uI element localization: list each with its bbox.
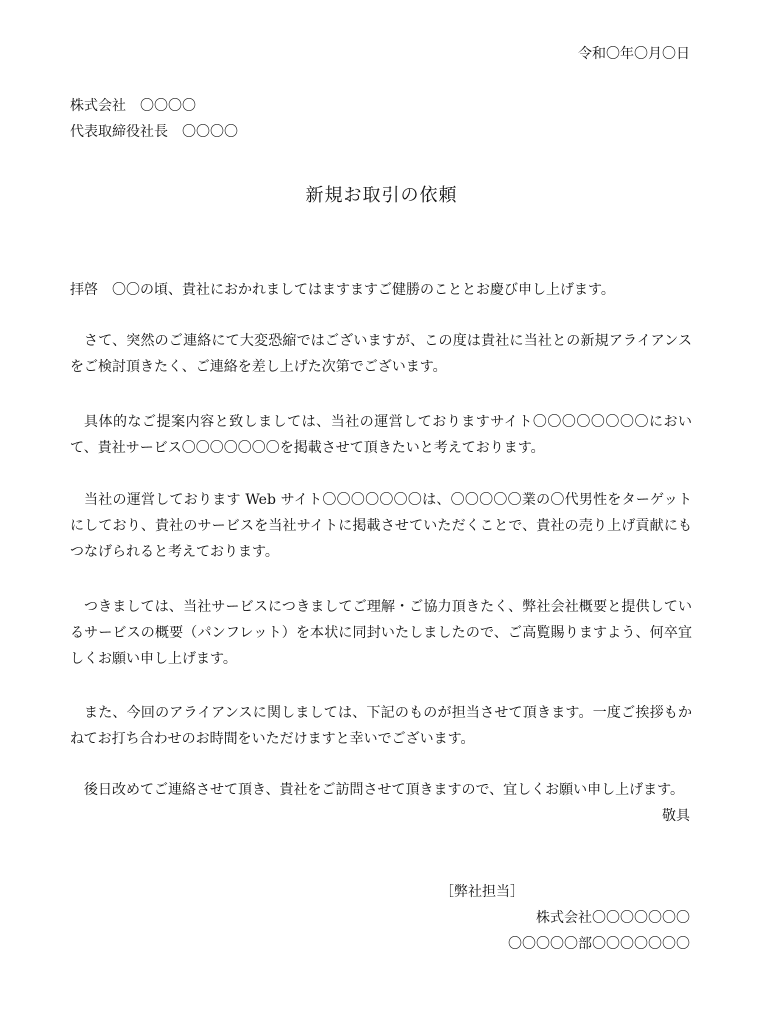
letter-greeting: 拝啓 〇〇の頃、貴社におかれましてはますますご健勝のこととお慶び申し上げます。 (70, 282, 615, 298)
body-paragraph-2: 具体的なご提案内容と致しましては、当社の運営しておりますサイト〇〇〇〇〇〇〇〇において、貴社サービス〇〇〇〇〇〇〇を掲載させて頂きたいと考えております。 (70, 414, 692, 456)
recipient-representative: 代表取締役社長 〇〇〇〇 (70, 124, 238, 140)
body-paragraph-5: また、今回のアライアンスに関しましては、下記のものが担当させて頂きます。一度ご挨拶もかねてお打ち合わせのお時間をいただけますと幸いでございます。 (70, 705, 692, 747)
sender-company: 株式会社〇〇〇〇〇〇〇 (536, 910, 690, 926)
body-paragraph-1: さて、突然のご連絡にて大変恐縮ではございますが、この度は貴社に当社との新規アライアンスをご検討頂きたく、ご連絡を差し上げた次第でございます。 (70, 333, 692, 375)
body-paragraph-4: つきましては、当社サービスにつきましてご理解・ご協力頂きたく、弊社会社概要と提供しているサービスの概要（パンフレット）を本状に同封いたしましたので、ご高覧賜りますよう、何卒宜しくお願い申し上げます。 (70, 599, 692, 667)
body-paragraph-6: 後日改めてご連絡させて頂き、貴社をご訪問させて頂きますので、宜しくお願い申し上げます。 (84, 782, 685, 798)
letter-closing: 敬具 (662, 808, 690, 824)
recipient-company: 株式会社 〇〇〇〇 (70, 98, 196, 114)
sender-department: 〇〇〇〇〇部〇〇〇〇〇〇〇 (508, 936, 690, 952)
sender-label: ［弊社担当］ (440, 884, 524, 900)
body-paragraph-3: 当社の運営しております Web サイト〇〇〇〇〇〇〇は、〇〇〇〇〇業の〇代男性をターゲットにしており、貴社のサービスを当社サイトに掲載させていただくことで、貴社の売り上げ貢献にもつなげられると考えております。 (70, 492, 692, 560)
letter-title: 新規お取引の依頼 (305, 185, 458, 206)
letter-date: 令和〇年〇月〇日 (578, 46, 690, 62)
